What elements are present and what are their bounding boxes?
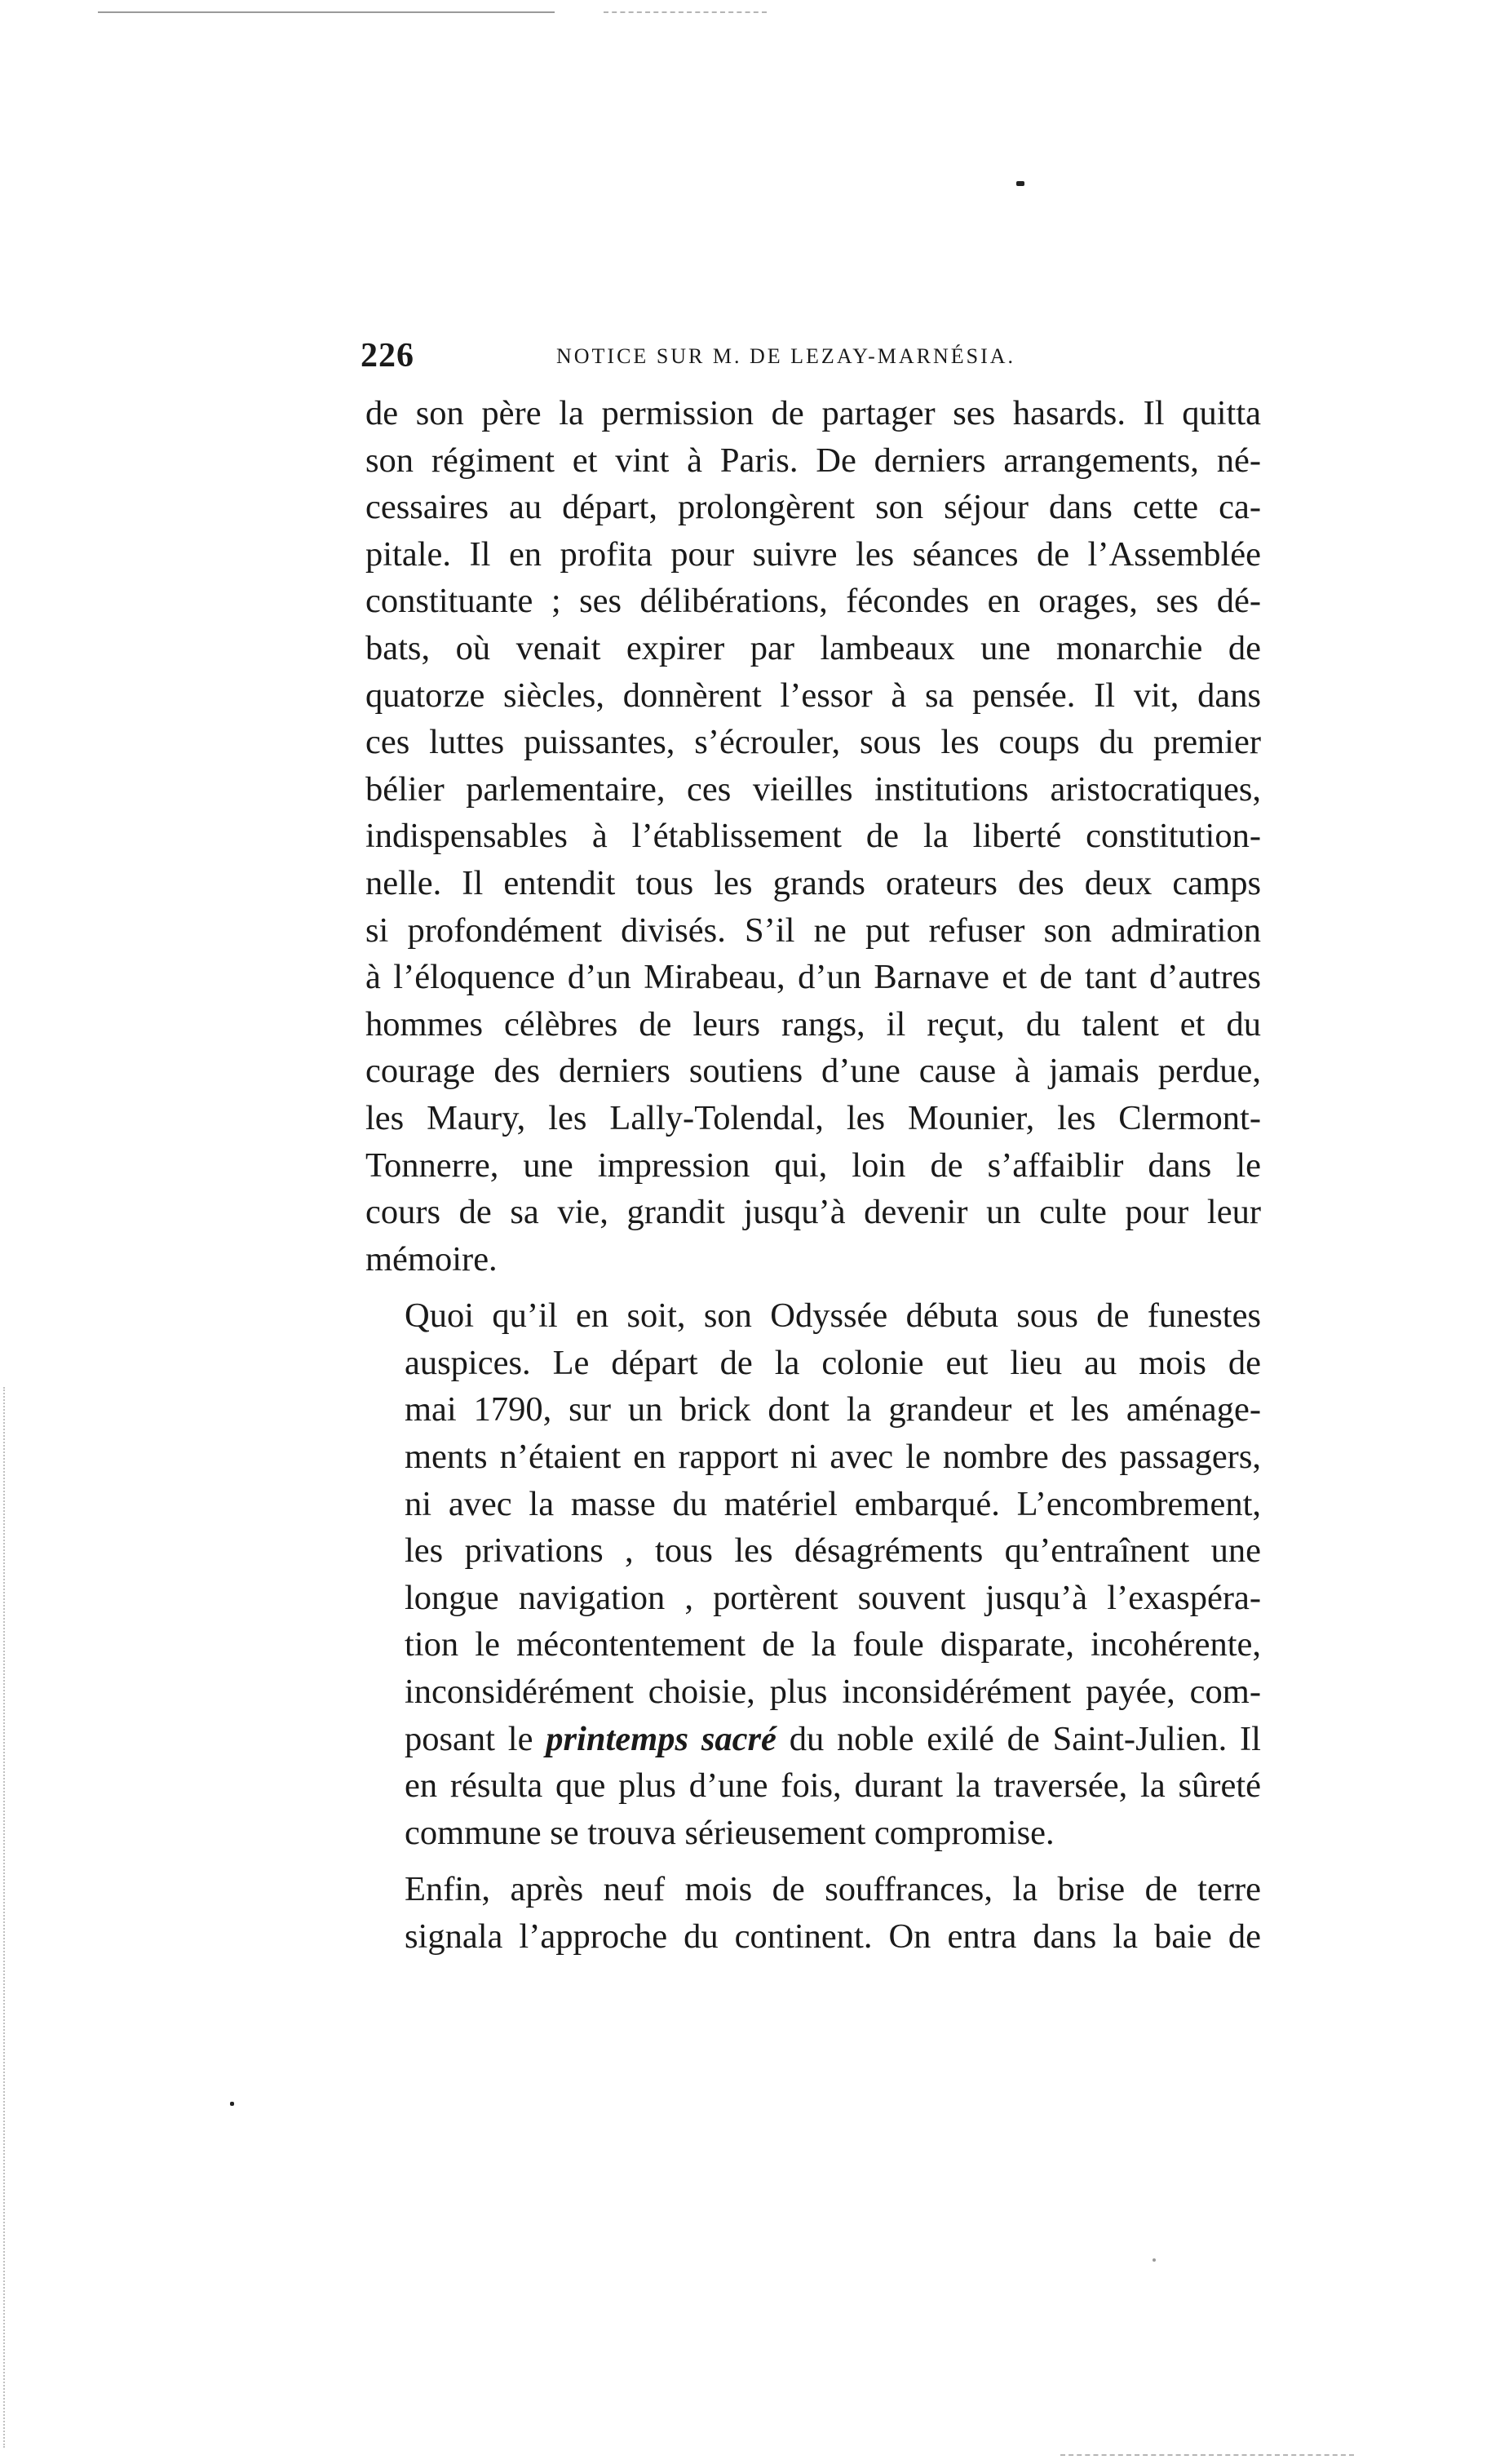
text-line: longue navigation , portèrent souvent jusqu’à l’exaspéra- <box>405 1578 1261 1617</box>
paragraph <box>365 1866 1261 1960</box>
text-line: hommes célèbres de leurs rangs, il reçut, du talent et du <box>365 1004 1261 1044</box>
page-number: 226 <box>361 337 414 374</box>
text-line: quatorze siècles, donnèrent l’essor à sa pensée. Il vit, dans <box>365 676 1261 715</box>
body-text <box>365 390 1261 1961</box>
running-head: NOTICE SUR M. DE LEZAY-MARNÉSIA. <box>556 344 1016 368</box>
ink-speck <box>230 2102 234 2106</box>
text-line: son régiment et vint à Paris. De derniers arrangements, né- <box>365 441 1261 480</box>
top-edge-rule <box>98 11 555 13</box>
text-line: pitale. Il en profita pour suivre les séances de l’Assemblée <box>365 534 1261 574</box>
text-line: de son père la permission de partager ses hasards. Il quitta <box>365 394 1261 432</box>
text-fragment: posant le <box>405 1719 546 1758</box>
italic-phrase: printemps sacré <box>546 1719 776 1758</box>
binding-edge-marks <box>3 1387 10 2448</box>
paragraph <box>365 390 1261 1283</box>
text-line: en résulta que plus d’une fois, durant la traversée, la sûreté <box>405 1766 1261 1806</box>
paragraph <box>365 1292 1261 1856</box>
text-line: ments n’étaient en rapport ni avec le nombre des passagers, <box>405 1438 1261 1477</box>
text-line: tion le mécontentement de la foule disparate, incohérente, <box>405 1625 1261 1664</box>
text-line: cessaires au départ, prolongèrent son séjour dans cette ca- <box>365 488 1261 527</box>
text-fragment: du noble exilé de Saint-Julien. Il <box>776 1719 1261 1758</box>
text-line: ces luttes puissantes, s’écrouler, sous les coups du premier <box>365 723 1261 762</box>
text-line: inconsidérément choisie, plus inconsidérément payée, com- <box>405 1673 1261 1712</box>
page-header <box>361 336 1258 385</box>
text-line: Tonnerre, une impression qui, loin de s’affaiblir dans le <box>365 1146 1261 1185</box>
text-line: Enfin, après neuf mois de souffrances, la brise de terre <box>405 1870 1261 1909</box>
top-edge-rule-dashed <box>604 11 767 13</box>
text-line: constituante ; ses délibérations, fécondes en orages, ses dé- <box>365 582 1261 621</box>
text-line: cours de sa vie, grandit jusqu’à devenir un culte pour leur <box>365 1193 1261 1232</box>
text-line-with-italic <box>365 1716 1261 1763</box>
text-line: les privations , tous les désagréments qu’entraînent une <box>405 1531 1261 1571</box>
text-line: commune se trouva sérieusement compromise. <box>405 1813 1055 1852</box>
text-line: bélier parlementaire, ces vieilles institutions aristocratiques, <box>365 769 1261 809</box>
text-line: bats, où venait expirer par lambeaux une monarchie de <box>365 628 1261 667</box>
text-line: ni avec la masse du matériel embarqué. L’encombrement, <box>405 1484 1261 1523</box>
text-line: signala l’approche du continent. On entra dans la baie de <box>405 1917 1261 1956</box>
text-line: mémoire. <box>365 1239 498 1279</box>
bottom-edge-rule <box>1060 2454 1354 2456</box>
text-line: courage des derniers soutiens d’une cause à jamais perdue, <box>365 1052 1261 1091</box>
text-line: Quoi qu’il en soit, son Odyssée débuta sous de funestes <box>405 1296 1261 1336</box>
ink-speck <box>1153 2258 1156 2262</box>
text-line: indispensables à l’établissement de la liberté constitution- <box>365 817 1261 856</box>
text-line: auspices. Le départ de la colonie eut lieu au mois de <box>405 1343 1261 1382</box>
text-line: mai 1790, sur un brick dont la grandeur et les aménage- <box>405 1390 1261 1429</box>
text-line: à l’éloquence d’un Mirabeau, d’un Barnave et de tant d’autres <box>365 958 1261 997</box>
text-line: les Maury, les Lally-Tolendal, les Mounier, les Clermont- <box>365 1098 1261 1137</box>
text-line: si profondément divisés. S’il ne put refuser son admiration <box>365 911 1261 950</box>
ink-speck <box>1016 181 1024 186</box>
text-line: nelle. Il entendit tous les grands orateurs des deux camps <box>365 863 1261 902</box>
